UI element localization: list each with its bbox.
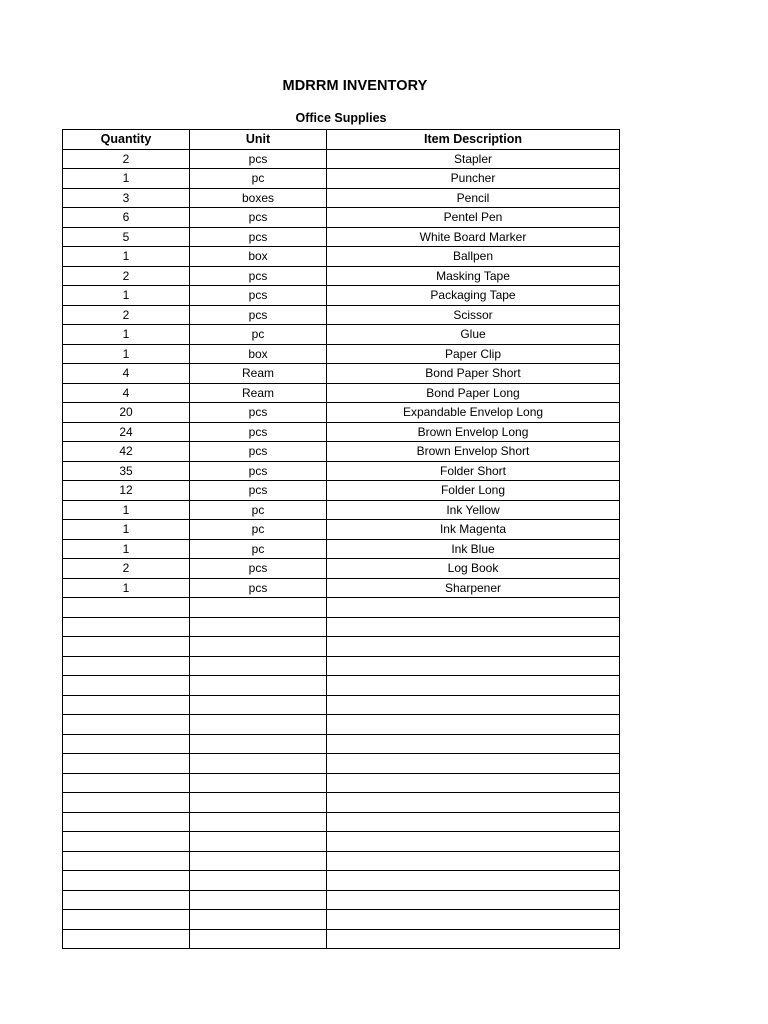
- table-row: [63, 227, 620, 247]
- header-quantity: Quantity: [63, 130, 190, 150]
- empty-cell: [190, 715, 327, 735]
- table-row: [63, 403, 620, 423]
- empty-cell: [327, 617, 620, 637]
- table-row: [63, 500, 620, 520]
- empty-table-row: [63, 598, 620, 618]
- empty-cell: [327, 676, 620, 696]
- empty-cell: [190, 910, 327, 930]
- table-row: [63, 520, 620, 540]
- quantity-cell: 2: [63, 266, 190, 286]
- empty-table-row: [63, 812, 620, 832]
- empty-table-row: [63, 656, 620, 676]
- quantity-cell: 1: [63, 169, 190, 189]
- empty-table-row: [63, 929, 620, 949]
- empty-cell: [190, 929, 327, 949]
- quantity-cell: 1: [63, 325, 190, 345]
- quantity-cell: 1: [63, 247, 190, 267]
- empty-cell: [63, 890, 190, 910]
- empty-cell: [327, 832, 620, 852]
- unit-cell: pc: [190, 539, 327, 559]
- unit-cell: pc: [190, 169, 327, 189]
- unit-cell: pcs: [190, 149, 327, 169]
- empty-cell: [63, 832, 190, 852]
- empty-cell: [190, 695, 327, 715]
- table-row: [63, 266, 620, 286]
- empty-cell: [327, 695, 620, 715]
- table-row: [63, 149, 620, 169]
- table-row: [63, 422, 620, 442]
- empty-cell: [63, 851, 190, 871]
- table-body: [63, 149, 620, 949]
- empty-table-row: [63, 695, 620, 715]
- unit-cell: box: [190, 344, 327, 364]
- quantity-cell: 1: [63, 539, 190, 559]
- quantity-cell: 42: [63, 442, 190, 462]
- empty-cell: [63, 910, 190, 930]
- empty-cell: [63, 598, 190, 618]
- table-row: [63, 188, 620, 208]
- item-description-cell: Ink Yellow: [327, 500, 620, 520]
- item-description-cell: Bond Paper Long: [327, 383, 620, 403]
- empty-cell: [327, 793, 620, 813]
- empty-cell: [63, 871, 190, 891]
- table-row: [63, 578, 620, 598]
- quantity-cell: 35: [63, 461, 190, 481]
- header-item-description: Item Description: [327, 130, 620, 150]
- table-row: [63, 247, 620, 267]
- empty-cell: [190, 851, 327, 871]
- table-row: [63, 461, 620, 481]
- empty-table-row: [63, 617, 620, 637]
- item-description-cell: Stapler: [327, 149, 620, 169]
- empty-cell: [327, 656, 620, 676]
- table-row: [63, 169, 620, 189]
- item-description-cell: Folder Short: [327, 461, 620, 481]
- empty-cell: [190, 617, 327, 637]
- item-description-cell: Brown Envelop Short: [327, 442, 620, 462]
- unit-cell: pcs: [190, 461, 327, 481]
- quantity-cell: 1: [63, 344, 190, 364]
- item-description-cell: Ballpen: [327, 247, 620, 267]
- quantity-cell: 3: [63, 188, 190, 208]
- table-row: [63, 559, 620, 579]
- empty-cell: [190, 676, 327, 696]
- document-title: MDRRM INVENTORY: [282, 78, 428, 94]
- empty-cell: [63, 656, 190, 676]
- empty-cell: [63, 734, 190, 754]
- empty-cell: [63, 793, 190, 813]
- empty-table-row: [63, 754, 620, 774]
- unit-cell: pcs: [190, 442, 327, 462]
- item-description-cell: Packaging Tape: [327, 286, 620, 306]
- empty-cell: [63, 617, 190, 637]
- unit-cell: pcs: [190, 403, 327, 423]
- quantity-cell: 20: [63, 403, 190, 423]
- empty-cell: [63, 676, 190, 696]
- empty-cell: [327, 637, 620, 657]
- quantity-cell: 2: [63, 559, 190, 579]
- item-description-cell: White Board Marker: [327, 227, 620, 247]
- unit-cell: pcs: [190, 266, 327, 286]
- unit-cell: pcs: [190, 227, 327, 247]
- empty-cell: [63, 715, 190, 735]
- item-description-cell: Pentel Pen: [327, 208, 620, 228]
- quantity-cell: 5: [63, 227, 190, 247]
- item-description-cell: Ink Blue: [327, 539, 620, 559]
- empty-cell: [327, 910, 620, 930]
- item-description-cell: Ink Magenta: [327, 520, 620, 540]
- empty-cell: [190, 734, 327, 754]
- empty-cell: [63, 754, 190, 774]
- unit-cell: Ream: [190, 383, 327, 403]
- empty-table-row: [63, 910, 620, 930]
- quantity-cell: 1: [63, 578, 190, 598]
- table-row: [63, 364, 620, 384]
- quantity-cell: 12: [63, 481, 190, 501]
- empty-table-row: [63, 832, 620, 852]
- empty-table-row: [63, 773, 620, 793]
- unit-cell: pcs: [190, 559, 327, 579]
- item-description-cell: Glue: [327, 325, 620, 345]
- unit-cell: pcs: [190, 208, 327, 228]
- item-description-cell: Brown Envelop Long: [327, 422, 620, 442]
- item-description-cell: Scissor: [327, 305, 620, 325]
- table-row: [63, 305, 620, 325]
- table-row: [63, 539, 620, 559]
- empty-cell: [327, 734, 620, 754]
- quantity-cell: 1: [63, 500, 190, 520]
- unit-cell: pcs: [190, 481, 327, 501]
- quantity-cell: 6: [63, 208, 190, 228]
- empty-cell: [327, 773, 620, 793]
- item-description-cell: Log Book: [327, 559, 620, 579]
- quantity-cell: 2: [63, 305, 190, 325]
- empty-table-row: [63, 637, 620, 657]
- unit-cell: Ream: [190, 364, 327, 384]
- item-description-cell: Bond Paper Short: [327, 364, 620, 384]
- empty-cell: [327, 715, 620, 735]
- unit-cell: pcs: [190, 305, 327, 325]
- empty-cell: [63, 812, 190, 832]
- empty-table-row: [63, 676, 620, 696]
- empty-cell: [327, 890, 620, 910]
- empty-cell: [63, 637, 190, 657]
- empty-cell: [63, 773, 190, 793]
- table-row: [63, 344, 620, 364]
- empty-cell: [63, 929, 190, 949]
- quantity-cell: 24: [63, 422, 190, 442]
- empty-cell: [190, 773, 327, 793]
- quantity-cell: 1: [63, 286, 190, 306]
- empty-cell: [190, 832, 327, 852]
- unit-cell: pc: [190, 325, 327, 345]
- empty-table-row: [63, 851, 620, 871]
- empty-cell: [190, 871, 327, 891]
- quantity-cell: 4: [63, 364, 190, 384]
- unit-cell: pc: [190, 520, 327, 540]
- inventory-table: [62, 129, 620, 949]
- empty-cell: [63, 695, 190, 715]
- empty-table-row: [63, 715, 620, 735]
- unit-cell: pcs: [190, 578, 327, 598]
- item-description-cell: Masking Tape: [327, 266, 620, 286]
- unit-cell: boxes: [190, 188, 327, 208]
- empty-cell: [327, 754, 620, 774]
- unit-cell: box: [190, 247, 327, 267]
- item-description-cell: Folder Long: [327, 481, 620, 501]
- table-row: [63, 208, 620, 228]
- quantity-cell: 2: [63, 149, 190, 169]
- empty-cell: [327, 598, 620, 618]
- unit-cell: pcs: [190, 422, 327, 442]
- quantity-cell: 1: [63, 520, 190, 540]
- item-description-cell: Expandable Envelop Long: [327, 403, 620, 423]
- table-row: [63, 286, 620, 306]
- unit-cell: pc: [190, 500, 327, 520]
- empty-cell: [190, 598, 327, 618]
- empty-table-row: [63, 871, 620, 891]
- table-row: [63, 481, 620, 501]
- empty-cell: [327, 871, 620, 891]
- empty-table-row: [63, 734, 620, 754]
- item-description-cell: Pencil: [327, 188, 620, 208]
- empty-table-row: [63, 793, 620, 813]
- empty-cell: [190, 890, 327, 910]
- unit-cell: pcs: [190, 286, 327, 306]
- empty-cell: [327, 929, 620, 949]
- empty-cell: [190, 656, 327, 676]
- document-subtitle: Office Supplies: [295, 111, 387, 125]
- table-row: [63, 442, 620, 462]
- table-header-row: [63, 130, 620, 150]
- empty-cell: [190, 793, 327, 813]
- item-description-cell: Sharpener: [327, 578, 620, 598]
- table-row: [63, 383, 620, 403]
- empty-cell: [327, 851, 620, 871]
- empty-cell: [190, 812, 327, 832]
- quantity-cell: 4: [63, 383, 190, 403]
- item-description-cell: Paper Clip: [327, 344, 620, 364]
- empty-cell: [190, 754, 327, 774]
- empty-cell: [327, 812, 620, 832]
- empty-cell: [190, 637, 327, 657]
- item-description-cell: Puncher: [327, 169, 620, 189]
- table-row: [63, 325, 620, 345]
- empty-table-row: [63, 890, 620, 910]
- header-unit: Unit: [190, 130, 327, 150]
